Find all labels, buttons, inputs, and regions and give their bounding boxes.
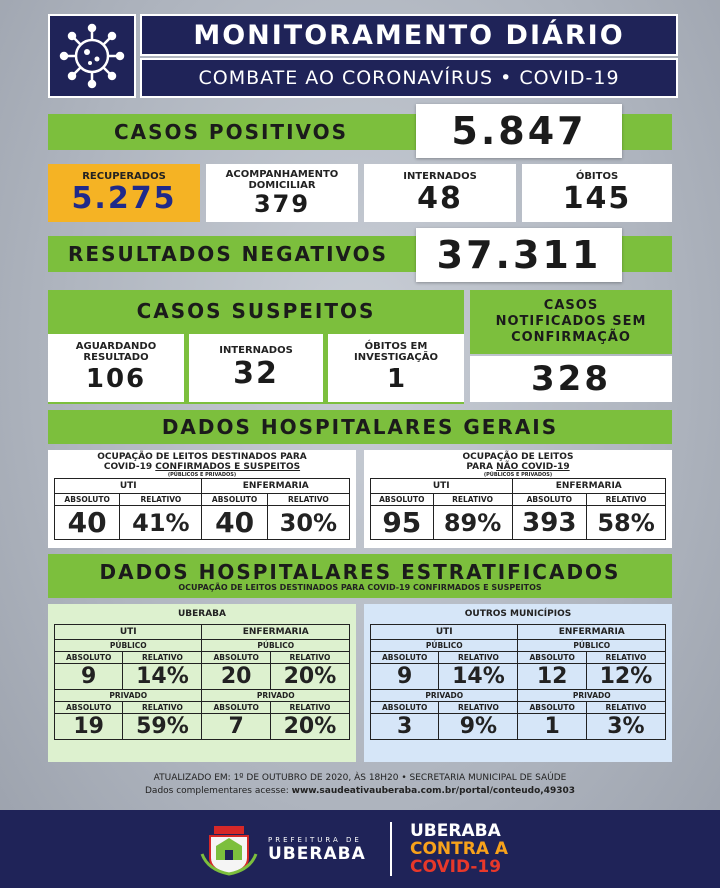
covid-uti-header: UTI [55, 479, 202, 494]
outros-priv-uti-rel-label: RELATIVO [439, 702, 518, 714]
outros-enf-privado: PRIVADO [518, 690, 666, 702]
uberaba-pub-uti-abs-label: ABSOLUTO [55, 652, 123, 664]
covid-uti-abs: 40 [55, 506, 120, 540]
covid-note: (PÚBLICOS E PRIVADOS) [167, 472, 237, 478]
outros-priv-uti-abs: 3 [371, 714, 439, 740]
campaign-line-2: CONTRA A [410, 839, 509, 859]
campaign-brand [410, 822, 530, 876]
estratificados-title: DADOS HOSPITALARES ESTRATIFICADOS [99, 559, 621, 584]
page-subtitle: COMBATE AO CORONAVÍRUS • COVID-19 [140, 58, 678, 98]
uberaba-enf-header: ENFERMARIA [202, 625, 350, 640]
notificados-panel [470, 290, 672, 354]
obitos-investigacao-value: 1 [386, 364, 406, 394]
acompanhamento-label: ACOMPANHAMENTO DOMICILIAR [225, 169, 339, 191]
nao-covid-heading-1: OCUPAÇÃO DE LEITOS [462, 452, 574, 462]
update-link[interactable]: www.saudeativauberaba.com.br/portal/conteudo,49303 [291, 786, 575, 796]
negativos-label: RESULTADOS NEGATIVOS [48, 236, 672, 272]
nao-covid-note: (PÚBLICOS E PRIVADOS) [483, 472, 553, 478]
positivos-value: 5.847 [416, 104, 622, 158]
footer-divider [390, 822, 392, 876]
covid-table [54, 478, 350, 540]
outros-uti-privado: PRIVADO [371, 690, 518, 702]
nao-covid-table [370, 478, 666, 540]
uberaba-priv-enf-abs-label: ABSOLUTO [202, 702, 270, 714]
outros-uti-header: UTI [371, 625, 518, 640]
nao-covid-uti-header: UTI [371, 479, 513, 494]
outros-pub-uti-abs-label: ABSOLUTO [371, 652, 439, 664]
covid-heading-2a: COVID-19 [103, 462, 156, 472]
outros-pub-enf-abs-label: ABSOLUTO [518, 652, 586, 664]
obitos-investigacao-card [328, 334, 464, 402]
obitos-card [522, 164, 672, 222]
nao-covid-uti-rel-label: RELATIVO [433, 494, 512, 506]
obitos-value: 145 [562, 180, 632, 216]
acompanhamento-card [206, 164, 358, 222]
outros-pub-enf-rel-label: RELATIVO [586, 652, 665, 664]
outros-pub-enf-rel: 12% [586, 664, 665, 690]
outros-enf-header: ENFERMARIA [518, 625, 666, 640]
outros-pub-enf-abs: 12 [518, 664, 586, 690]
uberaba-priv-enf-rel: 20% [270, 714, 349, 740]
uberaba-enf-publico: PÚBLICO [202, 640, 350, 652]
prefeitura-label: PREFEITURA DE [268, 836, 362, 844]
negativos-value: 37.311 [416, 228, 622, 282]
nao-covid-enf-abs: 393 [512, 506, 587, 540]
covid-uti-rel: 41% [120, 506, 202, 540]
uberaba-pub-enf-abs-label: ABSOLUTO [202, 652, 270, 664]
outros-card [364, 604, 672, 762]
uberaba-uti-publico: PÚBLICO [55, 640, 202, 652]
aguardando-label: AGUARDANDO RESULTADO [75, 341, 157, 363]
internados-label: INTERNADOS [403, 170, 477, 182]
campaign-line-3: COVID-19 [410, 857, 502, 877]
covid-uti-abs-label: ABSOLUTO [55, 494, 120, 506]
uberaba-priv-enf-rel-label: RELATIVO [270, 702, 349, 714]
outros-name: OUTROS MUNICÍPIOS [464, 609, 572, 619]
uberaba-pub-uti-rel-label: RELATIVO [123, 652, 202, 664]
update-line-1: ATUALIZADO EM: 1º DE OUTUBRO DE 2020, ÀS 18H20 • SECRETARIA MUNICIPAL DE SAÚDE [153, 773, 567, 783]
aguardando-value: 106 [85, 364, 147, 394]
recuperados-value: 5.275 [71, 180, 177, 216]
recuperados-label: RECUPERADOS [82, 170, 166, 182]
estratificados-subtitle: OCUPAÇÃO DE LEITOS DESTINADOS PARA COVID-19 CONFIRMADOS E SUSPEITOS [178, 582, 542, 592]
update-line-2-label: Dados complementares acesse: [145, 786, 292, 796]
uberaba-uti-header: UTI [55, 625, 202, 640]
covid-heading-1: OCUPAÇÃO DE LEITOS DESTINADOS PARA [97, 452, 307, 462]
covid-uti-rel-label: RELATIVO [120, 494, 202, 506]
page-title: MONITORAMENTO DIÁRIO [140, 14, 678, 56]
city-crest-icon [200, 824, 258, 876]
outros-priv-uti-abs-label: ABSOLUTO [371, 702, 439, 714]
nao-covid-enf-abs-label: ABSOLUTO [512, 494, 587, 506]
covid-enf-header: ENFERMARIA [202, 479, 350, 494]
nao-covid-enf-rel-label: RELATIVO [587, 494, 666, 506]
nao-covid-uti-rel: 89% [433, 506, 512, 540]
uberaba-priv-enf-abs: 7 [202, 714, 270, 740]
outros-priv-enf-abs: 1 [518, 714, 586, 740]
uberaba-pub-uti-abs: 9 [55, 664, 123, 690]
outros-priv-uti-rel: 9% [439, 714, 518, 740]
covid-heading-2b: CONFIRMADOS E SUSPEITOS [155, 462, 301, 472]
uberaba-uti-privado: PRIVADO [55, 690, 202, 702]
uberaba-name: UBERABA [177, 609, 227, 619]
outros-priv-enf-abs-label: ABSOLUTO [518, 702, 586, 714]
uberaba-pub-enf-rel-label: RELATIVO [270, 652, 349, 664]
uberaba-pub-uti-rel: 14% [123, 664, 202, 690]
uberaba-priv-uti-abs: 19 [55, 714, 123, 740]
nao-covid-heading-2a: PARA [466, 462, 497, 472]
estratificados-header [48, 554, 672, 598]
notificados-value: 328 [470, 356, 672, 402]
outros-priv-enf-rel: 3% [586, 714, 665, 740]
covid-enf-rel: 30% [267, 506, 349, 540]
uberaba-enf-privado: PRIVADO [202, 690, 350, 702]
nao-covid-enf-rel: 58% [587, 506, 666, 540]
gerais-covid-card [48, 450, 356, 548]
suspeitos-internados-card [189, 334, 323, 402]
uberaba-table [54, 624, 350, 740]
covid-enf-abs: 40 [202, 506, 267, 540]
outros-enf-publico: PÚBLICO [518, 640, 666, 652]
aguardando-card [48, 334, 184, 402]
outros-table [370, 624, 666, 740]
outros-priv-enf-rel-label: RELATIVO [586, 702, 665, 714]
outros-pub-uti-rel-label: RELATIVO [439, 652, 518, 664]
obitos-investigacao-label: ÓBITOS EM INVESTIGAÇÃO [354, 341, 438, 363]
nao-covid-heading-2b: NÃO COVID-19 [496, 462, 570, 472]
uberaba-pub-enf-rel: 20% [270, 664, 349, 690]
internados-card [364, 164, 516, 222]
obitos-label: ÓBITOS [575, 170, 619, 182]
outros-pub-uti-abs: 9 [371, 664, 439, 690]
internados-value: 48 [417, 180, 463, 216]
uberaba-priv-uti-rel: 59% [123, 714, 202, 740]
acompanhamento-value: 379 [253, 190, 311, 218]
uberaba-card [48, 604, 356, 762]
covid-enf-rel-label: RELATIVO [267, 494, 349, 506]
virus-logo [48, 14, 136, 98]
gerais-title: DADOS HOSPITALARES GERAIS [48, 410, 672, 444]
outros-uti-publico: PÚBLICO [371, 640, 518, 652]
nao-covid-enf-header: ENFERMARIA [512, 479, 666, 494]
notificados-label: CASOS NOTIFICADOS SEM CONFIRMAÇÃO [495, 298, 647, 345]
uberaba-pub-enf-abs: 20 [202, 664, 270, 690]
nao-covid-uti-abs-label: ABSOLUTO [371, 494, 434, 506]
uberaba-priv-uti-abs-label: ABSOLUTO [55, 702, 123, 714]
prefeitura-brand [268, 836, 378, 864]
suspeitos-internados-value: 32 [233, 355, 279, 391]
suspeitos-title: CASOS SUSPEITOS [136, 299, 376, 323]
recuperados-card [48, 164, 200, 222]
campaign-line-1: UBERABA [410, 821, 501, 841]
nao-covid-uti-abs: 95 [371, 506, 434, 540]
virus-icon [57, 21, 127, 91]
covid-enf-abs-label: ABSOLUTO [202, 494, 267, 506]
suspeitos-internados-label: INTERNADOS [219, 344, 293, 356]
outros-pub-uti-rel: 14% [439, 664, 518, 690]
prefeitura-city: UBERABA [268, 844, 366, 864]
gerais-nao-covid-card [364, 450, 672, 548]
update-info [0, 772, 720, 798]
uberaba-priv-uti-rel-label: RELATIVO [123, 702, 202, 714]
footer [0, 810, 720, 888]
positivos-label: CASOS POSITIVOS [48, 114, 672, 150]
